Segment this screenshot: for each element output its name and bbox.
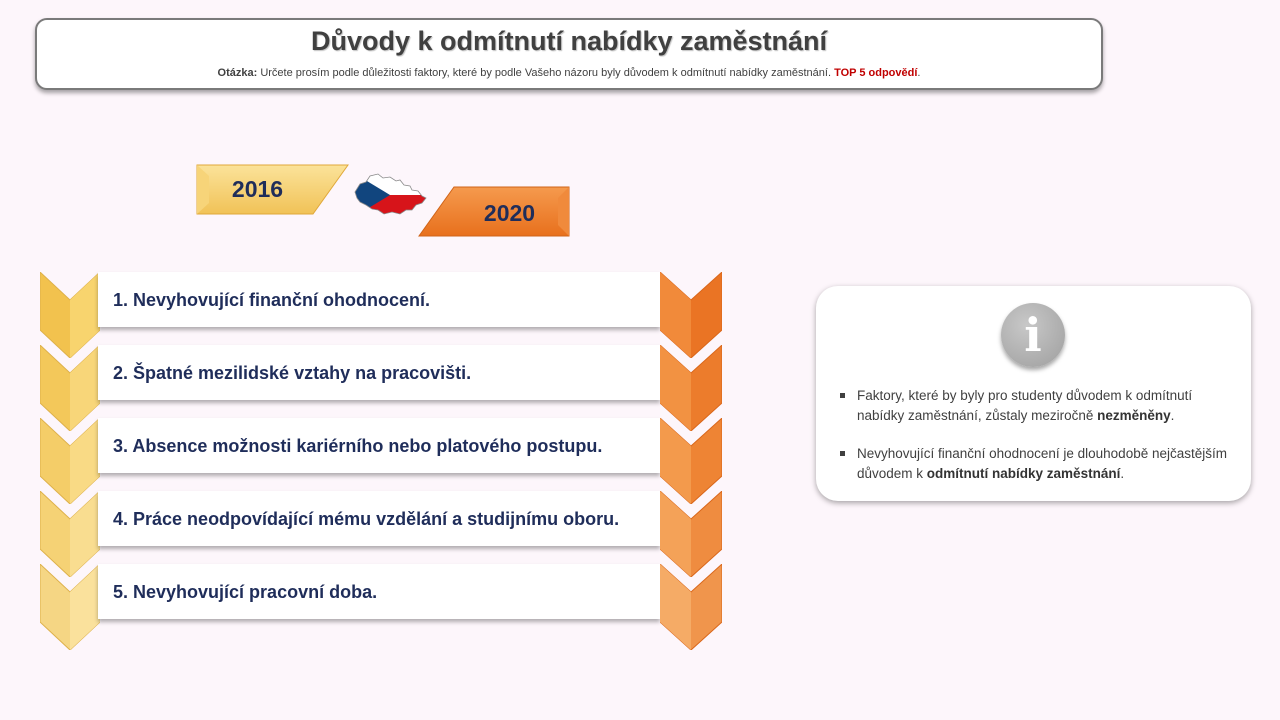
reason-row-2 [40,345,722,405]
info-bullet-1-end: . [1170,408,1175,423]
info-bullet-2-end: . [1120,466,1125,481]
reason-text: 2. Špatné mezilidské vztahy na pracovišti. [113,363,472,383]
info-bullet-2 [840,444,1230,484]
info-icon: i [1001,303,1065,367]
reason-text: 1. Nevyhovující finanční ohodnocení. [113,290,431,310]
reason-row-4 [40,491,722,551]
orange-chevron-icon [660,564,722,650]
yellow-chevron-icon [40,564,100,650]
info-bullet-1-text: Faktory, které by byly pro studenty důvodem k odmítnutí nabídky zaměstnání, zůstaly meziročně [857,388,1193,423]
reason-text: 5. Nevyhovující pracovní doba. [113,582,378,602]
info-bullets [840,386,1230,502]
reason-text: 3. Absence možnosti kariérního nebo platového postupu. [113,436,603,456]
question-body: Určete prosím podle důležitosti faktory, které by podle Vašeho názoru byly důvodem k odmítnutí nabídky zaměstnání. [260,67,831,79]
year-2020-label: 2020 [483,200,536,226]
reason-row-5 [40,564,722,624]
reason-text: 4. Práce neodpovídající mému vzdělání a studijnímu oboru. [113,509,620,529]
info-box [816,286,1251,501]
question-highlight: TOP 5 odpovědí [834,67,918,79]
info-bullet-1 [840,386,1230,426]
info-bullet-2-text: Nevyhovující finanční ohodnocení je dlouhodobě nejčastějším důvodem k [857,446,1227,481]
year-2016-label: 2016 [231,176,284,202]
question-end: . [917,67,921,79]
czech-flag-map-icon [352,172,428,218]
page-title: Důvody k odmítnutí nabídky zaměstnání [310,26,828,56]
info-bullet-2-bold: odmítnutí nabídky zaměstnání [926,466,1121,481]
question-label: Otázka: [217,67,258,79]
reason-row-3 [40,418,722,478]
reason-row-1 [40,272,722,332]
year-2016-banner [195,164,350,216]
year-2020-banner [418,186,571,238]
question-text [37,67,1101,79]
header-box [35,18,1103,90]
info-bullet-1-bold: nezměněny [1097,408,1171,423]
